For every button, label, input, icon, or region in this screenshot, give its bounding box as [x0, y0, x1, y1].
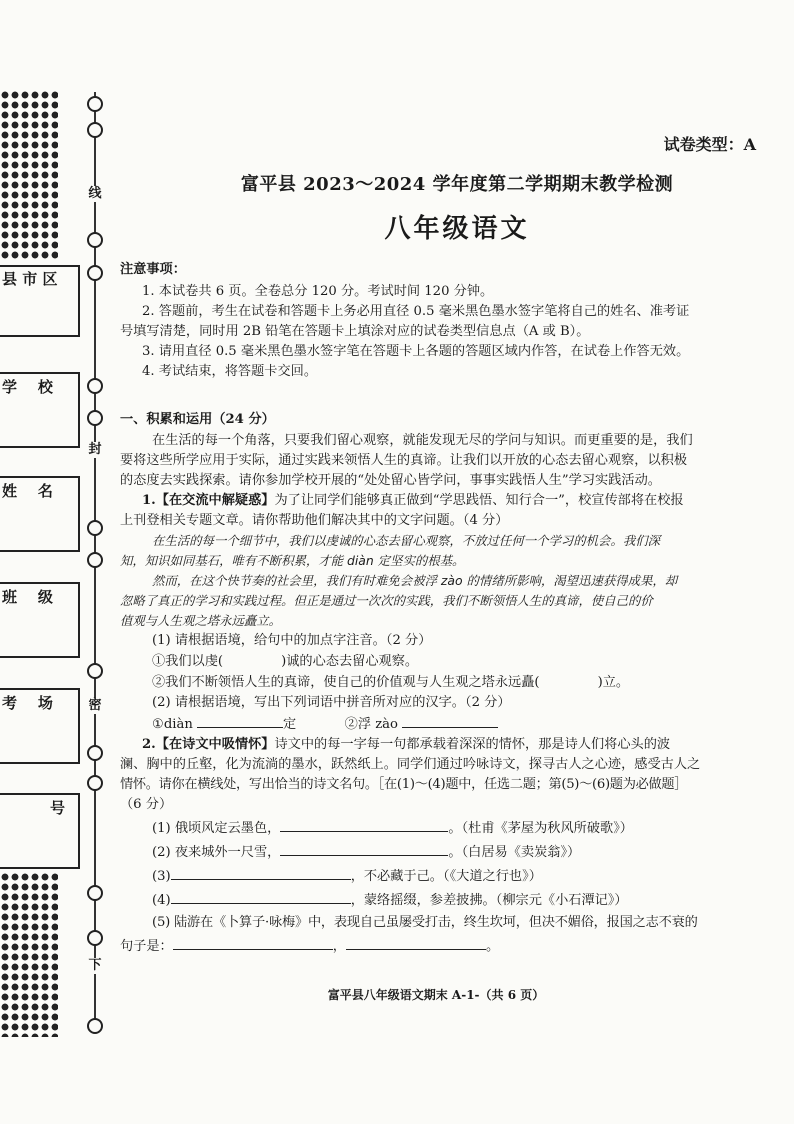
bind-word-secret: 密 — [88, 698, 102, 713]
seat-number-box — [0, 793, 80, 869]
poem-item-pre: (3) — [152, 869, 171, 884]
notice-item: 号填写清楚，同时用 2B 铅笔在答题卡上填涂对应的试卷类型信息点（A 或 B）。 — [120, 324, 590, 339]
intro-line: 的态度去实践探索。请你参加学校开展的“处处留心皆学问，事事实践悟人生”学习实践活动。 — [120, 473, 661, 488]
question-1-stem — [120, 491, 752, 511]
poem-item-post: ，蒙络摇缀，参差披拂。（柳宗元《小石潭记》） — [350, 893, 628, 908]
bind-word-line: 线 — [88, 186, 102, 201]
notice-item: 1. 本试卷共 6 页。全卷总分 120 分。考试时间 120 分钟。 — [142, 284, 494, 299]
poem-item-post: 。（杜甫《茅屋为秋风所破歌》） — [448, 821, 633, 836]
notice-heading: 注意事项： — [120, 262, 186, 277]
binding-ring — [87, 232, 103, 248]
notice-item: 3. 请用直径 0.5 毫米黑色墨水签字笔在答题卡上各题的答题区域内作答，在试卷上作答无效。 — [142, 344, 690, 359]
passage-line: 知，知识如同基石，唯有不断积累，才能 diàn 定坚实的根基。 — [120, 553, 465, 568]
poem-item-pre: (2) 夜来城外一尺雪， — [152, 845, 281, 860]
answer-blank[interactable] — [173, 935, 333, 950]
bind-word-seal: 封 — [88, 442, 102, 457]
sub-question-2-answers — [120, 713, 752, 735]
school-label: 学 校 — [2, 378, 53, 396]
question-2-tag: 2.【在诗文中吸情怀】 — [142, 737, 275, 752]
answer-blank[interactable] — [197, 713, 283, 728]
binding-ring — [87, 520, 103, 536]
sub-question-1a-post: )诚的心态去留心观察。 — [281, 654, 419, 669]
intro-line: 在生活的每一个角落，只要我们留心观察，就能发现无尽的学问与知识。而更重要的是，我们 — [152, 433, 693, 448]
sub-question-1b-post: )立。 — [597, 675, 630, 690]
poem-item-mid: ， — [332, 939, 346, 954]
passage-line: 然而，在这个快节奏的社会里，我们有时难免会被浮 zào 的情绪所影响，渴望迅速获得成果，却 — [152, 573, 678, 588]
question-2-text-cont: （6 分） — [120, 797, 173, 812]
answer-blank[interactable] — [223, 651, 281, 665]
question-1-text-cont: 上刊登相关专题文章。请你帮助他们解决其中的文字问题。（4 分） — [120, 513, 509, 528]
poem-item-pre: (1) 俄顷风定云墨色， — [152, 821, 281, 836]
passage-line: 值观与人生观之塔永远矗立。 — [120, 613, 282, 628]
page-footer: 富平县八年级语文期末 A-1-（共 6 页） — [327, 988, 545, 1002]
poem-item-post: ，不必藏于己。（《大道之行也》） — [350, 869, 542, 884]
sub-question-2a-pre: ①diàn — [152, 717, 193, 732]
binding-ring — [87, 775, 103, 791]
binding-ring — [87, 122, 103, 138]
notice-item: 4. 考试结束，将答题卡交回。 — [142, 364, 318, 379]
poem-item-post: 。 — [485, 939, 500, 954]
intro-line: 要将这些所学应用于实际，通过实践来领悟人生的真谛。让我们以开放的心态去留心观察，以积极 — [120, 453, 688, 468]
poem-item-3 — [120, 865, 752, 887]
question-2-text: 诗文中的每一字每一句都承载着深深的情怀，那是诗人们将心头的波 — [274, 737, 671, 752]
binding-ring — [87, 552, 103, 568]
binding-ring — [87, 885, 103, 901]
answer-blank[interactable] — [540, 672, 598, 686]
question-2-text-cont: 情怀。请你在横线处，写出恰当的诗文名句。［在(1)～(4)题中，任选二题；第(5)～(6)题为必做题］ — [120, 777, 688, 792]
section-1 — [120, 410, 752, 957]
sub-question-2b-pre: ②浮 zào — [344, 717, 398, 732]
notice-block — [120, 260, 752, 382]
answer-blank[interactable] — [402, 713, 498, 728]
class-label: 班 级 — [2, 588, 53, 606]
sub-question-1b — [120, 672, 752, 693]
sub-question-1a — [120, 651, 752, 672]
binding-ring — [87, 930, 103, 946]
binding-ring — [87, 96, 103, 112]
answer-blank[interactable] — [171, 865, 351, 880]
poem-item-5-answer — [120, 935, 752, 957]
sub-question-2a-post: 定 — [283, 717, 297, 732]
passage-line: 忽略了真正的学习和实践过程。但正是通过一次次的实践，我们不断领悟人生的真谛，使自己的价 — [120, 593, 653, 608]
name-label: 姓 名 — [2, 482, 53, 500]
sub-question-1a-pre: ①我们以虔( — [152, 654, 224, 669]
bind-word-down: 下 — [88, 958, 102, 973]
county-label: 县 市 区 — [2, 270, 58, 288]
exam-room-label: 考 场 — [2, 694, 53, 712]
binding-ring — [87, 1018, 103, 1034]
poem-item-4 — [120, 889, 752, 911]
question-1-tag: 1.【在交流中解疑惑】 — [142, 493, 275, 508]
answer-blank[interactable] — [280, 841, 448, 856]
notice-item: 2. 答题前，考生在试卷和答题卡上务必用直径 0.5 毫米黑色墨水签字笔将自己的姓名、准考证 — [142, 304, 690, 319]
binding-ring — [87, 663, 103, 679]
subject-title: 八年级语文 — [384, 214, 530, 244]
seat-number-label: 号 — [50, 799, 66, 817]
sub-question-2: (2) 请根据语境，写出下列词语中拼音所对应的汉字。（2 分） — [152, 695, 511, 710]
exam-title: 富平县 2023～2024 学年度第二学期期末教学检测 — [240, 174, 674, 195]
passage-line: 在生活的每一个细节中，我们以虔诚的心态去留心观察，不放过任何一个学习的机会。我们深 — [152, 533, 661, 548]
section-heading: 一、积累和运用（24 分） — [120, 412, 275, 427]
binding-ring — [87, 265, 103, 281]
poem-item-post: 。（白居易《卖炭翁》） — [448, 845, 581, 860]
answer-blank[interactable] — [346, 935, 486, 950]
answer-bubble-grid-bottom — [0, 872, 58, 1037]
sub-question-1b-pre: ②我们不断领悟人生的真谛，使自己的价值观与人生观之塔永远矗( — [152, 675, 540, 690]
poem-item-5: (5) 陆游在《卜算子·咏梅》中，表现自己虽屡受打击，终生坎坷，但决不媚俗，报国之志不衰的 — [152, 915, 698, 930]
sub-question-1: (1) 请根据语境，给句中的加点字注音。（2 分） — [152, 633, 432, 648]
paper-type: 试卷类型：A — [663, 135, 756, 154]
answer-blank[interactable] — [171, 889, 351, 904]
poem-item-1 — [120, 817, 752, 839]
question-2-text-cont: 澜、胸中的丘壑，化为流淌的墨水，跃然纸上。同学们通过吟咏诗文，探寻古人之心迹，感受古人之 — [120, 757, 701, 772]
poem-item-pre: (4) — [152, 893, 171, 908]
answer-bubble-grid-top — [0, 90, 58, 260]
question-1-text: 为了让同学们能够真正做到“学思践悟、知行合一”，校宣传部将在校报 — [274, 493, 684, 508]
poem-item-2 — [120, 841, 752, 863]
binding-ring — [87, 378, 103, 394]
binding-ring — [87, 745, 103, 761]
answer-blank[interactable] — [280, 817, 448, 832]
binding-ring — [87, 410, 103, 426]
poem-item-pre: 句子是： — [120, 939, 173, 954]
question-2-stem — [120, 735, 752, 755]
